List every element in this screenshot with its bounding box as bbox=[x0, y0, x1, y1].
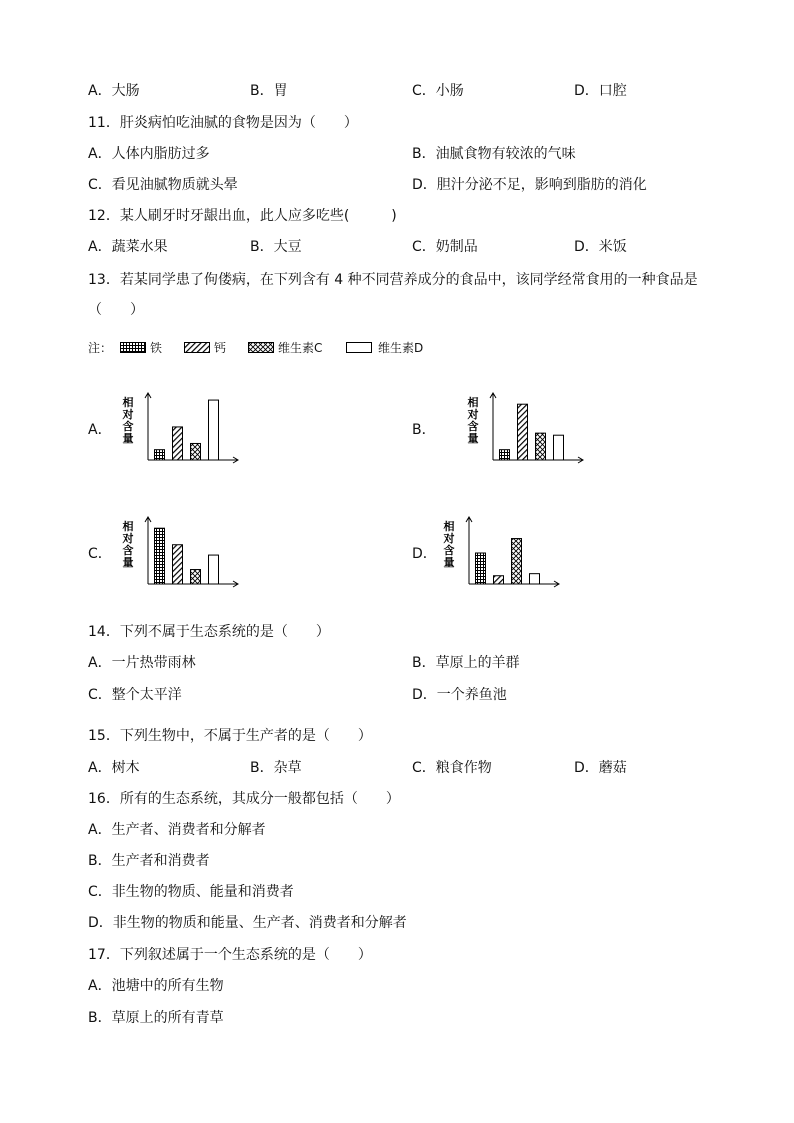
q10-option-d: D．口腔 bbox=[574, 83, 627, 99]
legend-label-vitamin-c: 维生素C bbox=[278, 341, 323, 355]
y-axis-label-char: 相 bbox=[443, 520, 455, 533]
bar-calcium bbox=[494, 576, 504, 584]
bar-vitamin-d bbox=[554, 435, 564, 460]
bar-vitamin-d bbox=[530, 574, 540, 584]
q10-option-c: C．小肠 bbox=[412, 83, 464, 99]
q11-option-d: D．胆汁分泌不足，影响到脂肪的消化 bbox=[412, 177, 647, 193]
y-axis-label-char: 相 bbox=[122, 396, 134, 409]
y-axis-label-char: 含 bbox=[122, 544, 134, 557]
bar-vitamin-c bbox=[191, 570, 201, 584]
q15-option-d: D．蘑菇 bbox=[574, 760, 627, 776]
q12-option-d: D．米饭 bbox=[574, 239, 627, 255]
q13-option-c: C． bbox=[88, 546, 112, 562]
q16-stem: 16．所有的生态系统，其成分一般都包括（ ） bbox=[88, 791, 400, 807]
bar-calcium bbox=[518, 404, 528, 460]
y-axis-label-char: 相 bbox=[467, 396, 479, 409]
q16-option-d: D．非生物的物质和能量、生产者、消费者和分解者 bbox=[88, 915, 407, 931]
q12-option-c: C．奶制品 bbox=[412, 239, 478, 255]
legend-swatch-iron bbox=[120, 342, 146, 353]
q12-option-b: B．大豆 bbox=[250, 239, 302, 255]
q11-option-a: A．人体内脂肪过多 bbox=[88, 146, 210, 162]
q14-option-d: D．一个养鱼池 bbox=[412, 687, 507, 703]
q14-stem: 14．下列不属于生态系统的是（ ） bbox=[88, 624, 330, 640]
y-axis-label-char: 相 bbox=[122, 520, 134, 533]
q15-option-a: A．树木 bbox=[88, 760, 140, 776]
q11-option-b: B．油腻食物有较浓的气味 bbox=[412, 146, 576, 162]
q13-option-d: D． bbox=[412, 546, 437, 562]
q13-option-b: B． bbox=[412, 422, 436, 438]
bar-vitamin-c bbox=[536, 433, 546, 460]
bar-vitamin-c bbox=[512, 539, 522, 584]
y-axis-label-char: 含 bbox=[467, 420, 479, 433]
y-axis-label-char: 对 bbox=[122, 532, 134, 545]
y-axis-label-char: 量 bbox=[122, 556, 134, 569]
legend-label-calcium: 钙 bbox=[214, 341, 227, 355]
q12-option-a: A．蔬菜水果 bbox=[88, 239, 168, 255]
q13-chart-c bbox=[120, 516, 245, 596]
q17-option-b: B．草原上的所有青草 bbox=[88, 1010, 224, 1026]
legend-swatch-vitamin-c bbox=[248, 342, 274, 353]
y-axis-label-char: 对 bbox=[443, 532, 455, 545]
q13-stem: 13．若某同学患了佝偻病，在下列含有 4 种不同营养成分的食品中，该同学经常食用的一种食品是 bbox=[88, 272, 698, 288]
q11-stem: 11．肝炎病怕吃油腻的食物是因为（ ） bbox=[88, 115, 358, 131]
bar-vitamin-c bbox=[191, 443, 201, 460]
q10-option-b: B．胃 bbox=[250, 83, 288, 99]
q10-option-a: A．大肠 bbox=[88, 83, 140, 99]
q16-option-b: B．生产者和消费者 bbox=[88, 853, 210, 869]
y-axis-label-char: 对 bbox=[467, 408, 479, 421]
bar-iron bbox=[155, 450, 165, 460]
q12-stem: 12．某人刷牙时牙龈出血，此人应多吃些( ) bbox=[88, 208, 397, 224]
q14-option-c: C．整个太平洋 bbox=[88, 687, 182, 703]
bar-iron bbox=[476, 553, 486, 584]
q13-answer-paren: （ ） bbox=[88, 302, 144, 318]
y-axis-label-char: 对 bbox=[122, 408, 134, 421]
q15-option-c: C．粮食作物 bbox=[412, 760, 492, 776]
bar-calcium bbox=[173, 545, 183, 584]
y-axis-label-char: 含 bbox=[122, 420, 134, 433]
bar-iron bbox=[500, 450, 510, 460]
q14-option-a: A．一片热带雨林 bbox=[88, 655, 196, 671]
q13-chart-a bbox=[120, 392, 245, 472]
q15-stem: 15．下列生物中，不属于生产者的是（ ） bbox=[88, 728, 372, 744]
bar-vitamin-d bbox=[209, 400, 219, 460]
q13-chart-d bbox=[441, 516, 566, 596]
q17-stem: 17．下列叙述属于一个生态系统的是（ ） bbox=[88, 947, 372, 963]
legend-label-vitamin-d: 维生素D bbox=[378, 341, 424, 355]
q15-option-b: B．杂草 bbox=[250, 760, 302, 776]
y-axis-label-char: 量 bbox=[467, 432, 479, 445]
q14-option-b: B．草原上的羊群 bbox=[412, 655, 520, 671]
bar-iron bbox=[155, 528, 165, 584]
q16-option-a: A．生产者、消费者和分解者 bbox=[88, 822, 266, 838]
legend-swatch-calcium bbox=[184, 342, 210, 353]
legend-prefix: 注： bbox=[88, 341, 113, 355]
q17-option-a: A．池塘中的所有生物 bbox=[88, 978, 224, 994]
q13-option-a: A． bbox=[88, 422, 112, 438]
q13-chart-b bbox=[465, 392, 590, 472]
q16-option-c: C．非生物的物质、能量和消费者 bbox=[88, 884, 294, 900]
legend-label-iron: 铁 bbox=[150, 341, 163, 355]
y-axis-label-char: 含 bbox=[443, 544, 455, 557]
y-axis-label-char: 量 bbox=[443, 556, 455, 569]
bar-vitamin-d bbox=[209, 555, 219, 584]
bar-calcium bbox=[173, 427, 183, 460]
q11-option-c: C．看见油腻物质就头晕 bbox=[88, 177, 238, 193]
legend-swatch-vitamin-d bbox=[346, 342, 372, 353]
y-axis-label-char: 量 bbox=[122, 432, 134, 445]
